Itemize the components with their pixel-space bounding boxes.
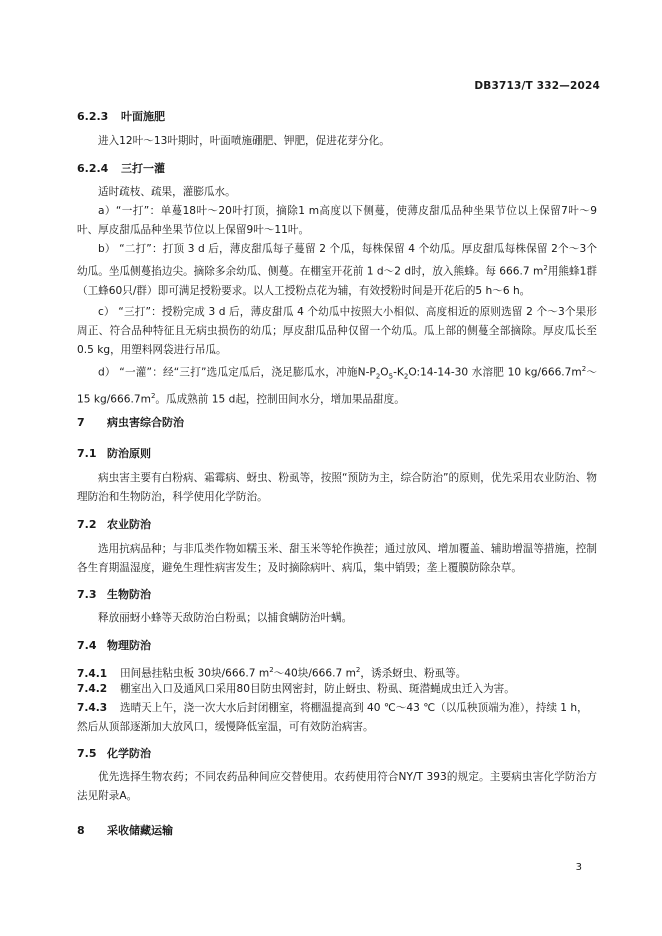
heading-title: 病虫害综合防治 (107, 416, 184, 429)
clause-number: 7.4.3 (77, 702, 108, 714)
text-run: O (380, 366, 389, 379)
page-number: 3 (575, 862, 582, 873)
text-run: ～15 kg/666.7m (77, 366, 598, 406)
list-item-d (77, 360, 597, 409)
text-run: 用熊蜂1群（工蜂60只/群）即可满足授粉要求。以人工授粉点花为辅，有效授粉时间是开花后的5 h～6 h。 (77, 265, 597, 297)
heading-number: 7 (77, 416, 85, 429)
clause-7-4-2 (77, 680, 597, 699)
paragraph: 适时疏枝、疏果，灌膨瓜水。 (98, 186, 236, 198)
text-run: b） “二打”：打顶 3 d 后，薄皮甜瓜每子蔓留 2 个瓜，每株保留 4 个幼瓜。厚皮甜瓜每株保留 2个～3个幼瓜。坐瓜侧蔓掐边尖。摘除多余幼瓜、侧蔓。在棚室开花前 1 d～2 d时，放入熊蜂。每 666.7 m (77, 243, 597, 278)
subscript: 5 (388, 372, 394, 381)
heading-number: 7.5 (77, 747, 97, 760)
heading-7-1 (77, 445, 151, 461)
document-code: DB3713/T 332—2024 (474, 80, 600, 92)
heading-7-2 (77, 516, 151, 532)
heading-number: 7.4 (77, 639, 97, 652)
heading-7-3 (77, 586, 151, 602)
paragraph: 进入12叶～13叶期时，叶面喷施硼肥、钾肥，促进花芽分化。 (98, 135, 390, 147)
clause-7-4-3 (77, 699, 597, 737)
text-run: ，诱杀蚜虫、粉虱等。 (360, 667, 467, 680)
heading-title: 物理防治 (107, 639, 151, 652)
text-run: 选晴天上午，浇一次大水后封闭棚室，将棚温提高到 40 ℃～43 ℃（以瓜秧顶端为准），持续 1 h，然后从顶部逐渐加大放风口，缓慢降低室温，可有效防治病害。 (77, 702, 588, 733)
heading-title: 三打一灌 (121, 162, 165, 175)
list-item-c: c） “三打”：授粉完成 3 d 后，薄皮甜瓜 4 个幼瓜中按照大小相似、高度相近的原则选留 2 个～3个果形周正、符合品种特征且无病虫损伤的幼瓜；厚皮甜瓜品种仅留一个幼瓜。瓜上部的侧蔓全部摘除。厚皮瓜长至 0.5 kg，用塑料网袋进行吊瓜。 (77, 306, 597, 356)
paragraph: 释放丽蚜小蜂等天敌防治白粉虱；以捕食螨防治叶螨。 (98, 612, 353, 624)
heading-6-2-3 (77, 108, 165, 124)
text-run: -K (393, 366, 404, 379)
superscript: 2 (355, 666, 361, 674)
subscript: 2 (375, 372, 381, 381)
heading-7 (77, 414, 184, 430)
text-run: O:14-14-30 水溶肥 10 kg/666.7m (408, 366, 582, 379)
heading-title: 农业防治 (107, 518, 151, 531)
text-run: ～40块/666.7 m (273, 667, 356, 680)
heading-number: 7.2 (77, 518, 97, 531)
heading-number: 7.1 (77, 447, 97, 460)
text-run: 田间悬挂粘虫板 30块/666.7 m (120, 667, 270, 680)
paragraph: 选用抗病品种；与非瓜类作物如糯玉米、甜玉米等轮作换茬；通过放风、增加覆盖、辅助增温等措施，控制各生育期温湿度，避免生理性病害发生；及时摘除病叶、病瓜，集中销毁；垄上覆膜防除杂草。 (77, 543, 597, 574)
text-run: d） “一灌”：经“三打”选瓜定瓜后，浇足膨瓜水，冲施N-P (98, 366, 376, 379)
superscript: 2 (581, 365, 587, 373)
superscript: 2 (269, 666, 274, 674)
list-item-a: a）“一打”：单蔓18叶～20叶打顶，摘除1 m高度以下侧蔓，使薄皮甜瓜品种坐果节位以上保留7叶～9叶、厚皮甜瓜品种坐果节位以上保留9叶～11叶。 (77, 205, 597, 236)
heading-7-5 (77, 745, 151, 761)
subscript: 2 (403, 372, 409, 381)
text-run: 。瓜成熟前 15 d起，控制田间水分，增加果品甜度。 (155, 393, 405, 406)
heading-7-4 (77, 637, 151, 653)
clause-number: 7.4.1 (77, 667, 108, 680)
superscript: 2 (543, 264, 548, 272)
clause-number: 7.4.2 (77, 683, 108, 695)
heading-number: 6.2.3 (77, 110, 109, 123)
heading-title: 叶面施肥 (121, 110, 165, 123)
heading-8 (77, 822, 173, 838)
heading-title: 化学防治 (107, 747, 151, 760)
list-item-b (77, 240, 597, 301)
heading-number: 8 (77, 824, 85, 837)
superscript: 2 (150, 391, 156, 400)
heading-title: 采收储藏运输 (107, 824, 173, 837)
paragraph: 病虫害主要有白粉病、霜霉病、蚜虫、粉虱等，按照“预防为主，综合防治”的原则，优先采用农业防治、物理防治和生物防治，科学使用化学防治。 (77, 472, 597, 503)
heading-title: 生物防治 (107, 588, 151, 601)
text-run: 棚室出入口及通风口采用80目防虫网密封，防止蚜虫、粉虱、斑潜蝇成虫迁入为害。 (120, 683, 515, 695)
heading-number: 6.2.4 (77, 162, 109, 175)
heading-number: 7.3 (77, 588, 97, 601)
heading-title: 防治原则 (107, 447, 151, 460)
heading-6-2-4 (77, 160, 165, 176)
paragraph: 优先选择生物农药；不同农药品种间应交替使用。农药使用符合NY/T 393的规定。主要病虫害化学防治方法见附录A。 (77, 771, 597, 802)
